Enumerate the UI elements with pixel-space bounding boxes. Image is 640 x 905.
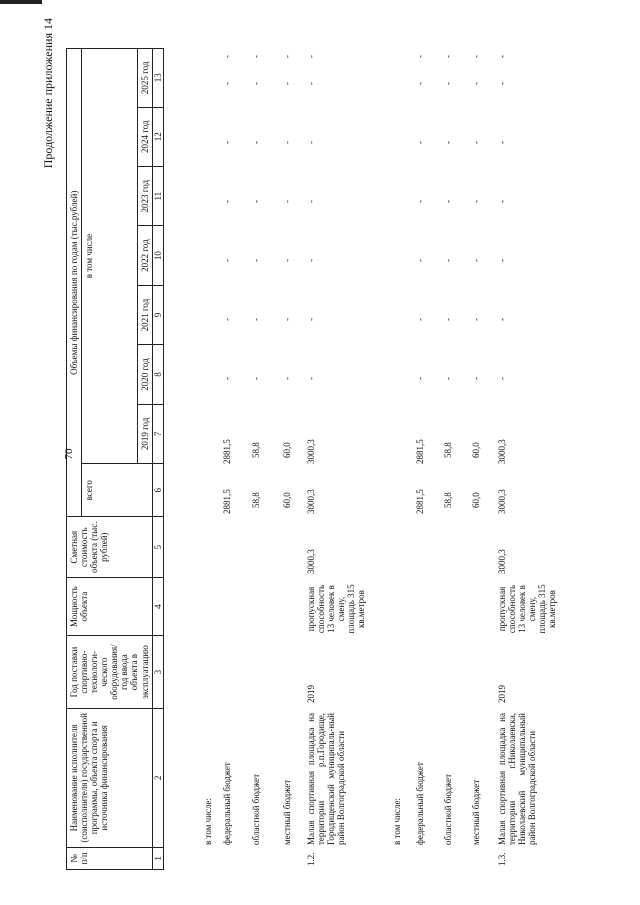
- page-number: 70: [63, 448, 75, 460]
- dash-cell: -: [443, 318, 453, 321]
- item-year: 2019: [306, 685, 316, 703]
- row-label: местный бюджет: [282, 779, 292, 845]
- col-index: 8: [152, 345, 163, 404]
- dash-cell: -: [306, 200, 316, 203]
- cell-total: 58,8: [251, 492, 261, 508]
- col-index: 3: [152, 636, 163, 709]
- dash-cell: -: [282, 259, 292, 262]
- dash-cell: -: [282, 55, 292, 58]
- cell-total: 58,8: [443, 492, 453, 508]
- item-capacity: пропускная способность 13 человек в смену, площадь 315 кв.метров: [497, 584, 558, 634]
- col-total-header: всего: [82, 464, 153, 517]
- dash-cell: -: [222, 200, 232, 203]
- dash-cell: -: [415, 82, 425, 85]
- including-label: в том числе:: [392, 798, 402, 845]
- cell-2019: 58,8: [443, 442, 453, 458]
- including-label: в том числе:: [203, 798, 213, 845]
- cell-2019: 60,0: [282, 442, 292, 458]
- col-number-header: № п/п: [67, 847, 153, 869]
- item-cost: 3000,3: [306, 549, 316, 574]
- dash-cell: -: [251, 259, 261, 262]
- col-capacity-header: Мощность объекта: [67, 577, 153, 635]
- dash-cell: -: [497, 82, 507, 85]
- cell-2019: 58,8: [251, 442, 261, 458]
- col-index: 11: [152, 166, 163, 225]
- col-2024-header: 2024 год: [137, 107, 152, 166]
- row-label: областной бюджет: [443, 773, 453, 845]
- col-index: 13: [152, 49, 163, 108]
- dash-cell: -: [415, 200, 425, 203]
- col-index: 12: [152, 107, 163, 166]
- col-year-header: Год поставки спортивно-технологи-ческого оборудования/ год ввода объекта в эксплуатацию: [67, 636, 153, 709]
- col-index: 4: [152, 577, 163, 635]
- dash-cell: -: [222, 82, 232, 85]
- dash-cell: -: [443, 141, 453, 144]
- dash-cell: -: [251, 377, 261, 380]
- dash-cell: -: [471, 82, 481, 85]
- dash-cell: -: [222, 55, 232, 58]
- col-index: 10: [152, 226, 163, 285]
- dash-cell: -: [282, 82, 292, 85]
- col-2019-header: 2019 год: [137, 404, 152, 463]
- dash-cell: -: [443, 377, 453, 380]
- cell-total: 60,0: [282, 492, 292, 508]
- dash-cell: -: [222, 141, 232, 144]
- dash-cell: -: [306, 82, 316, 85]
- dash-cell: -: [497, 200, 507, 203]
- dash-cell: -: [282, 377, 292, 380]
- cell-total: 60,0: [471, 492, 481, 508]
- dash-cell: -: [306, 259, 316, 262]
- col-cost-header: Сметная стоимость объекта (тыс. рублей): [67, 517, 153, 577]
- col-2022-header: 2022 год: [137, 226, 152, 285]
- col-index: 1: [152, 847, 163, 869]
- item-number: 1.2.: [306, 852, 316, 866]
- item-year: 2019: [497, 685, 507, 703]
- dash-cell: -: [497, 141, 507, 144]
- cell-2019: 3000,3: [306, 439, 316, 464]
- dash-cell: -: [415, 55, 425, 58]
- row-label: федеральный бюджет: [415, 762, 425, 845]
- dash-cell: -: [443, 259, 453, 262]
- dash-cell: -: [471, 377, 481, 380]
- dash-cell: -: [306, 55, 316, 58]
- dash-cell: -: [251, 82, 261, 85]
- dash-cell: -: [306, 141, 316, 144]
- cell-total: 3000,3: [497, 489, 507, 514]
- dash-cell: -: [282, 200, 292, 203]
- dash-cell: -: [443, 82, 453, 85]
- scan-edge-mark: [0, 0, 42, 4]
- col-2020-header: 2020 год: [137, 345, 152, 404]
- cell-2019: 3000,3: [497, 439, 507, 464]
- rotated-sheet: [42, 10, 602, 870]
- dash-cell: -: [471, 55, 481, 58]
- dash-cell: -: [497, 259, 507, 262]
- funding-group-header: Объемы финансирования по годам (тыс.рублей): [67, 49, 82, 517]
- col-2025-header: 2025 год: [137, 49, 152, 108]
- item-capacity: пропускная способность 13 человек в смену, площадь 315 кв.метров: [306, 584, 367, 634]
- dash-cell: -: [251, 318, 261, 321]
- cell-2019: 60,0: [471, 442, 481, 458]
- dash-cell: -: [306, 377, 316, 380]
- row-label: областной бюджет: [251, 773, 261, 845]
- col-index: 5: [152, 517, 163, 577]
- dash-cell: -: [282, 318, 292, 321]
- dash-cell: -: [471, 141, 481, 144]
- dash-cell: -: [415, 318, 425, 321]
- col-name-header: Наименование исполнителя (соисполнителя) государственной программы, объекта спорта и источника финансирования: [67, 708, 153, 847]
- dash-cell: -: [306, 318, 316, 321]
- cell-total: 2881,5: [222, 489, 232, 514]
- col-2023-header: 2023 год: [137, 166, 152, 225]
- row-label: федеральный бюджет: [222, 762, 232, 845]
- dash-cell: -: [222, 318, 232, 321]
- dash-cell: -: [415, 377, 425, 380]
- cell-2019: 2881,5: [415, 439, 425, 464]
- cell-total: 3000,3: [306, 489, 316, 514]
- dash-cell: -: [251, 200, 261, 203]
- dash-cell: -: [415, 259, 425, 262]
- col-index: 2: [152, 708, 163, 847]
- item-number: 1.3.: [497, 852, 507, 866]
- col-2021-header: 2021 год: [137, 285, 152, 344]
- continuation-label: Продолжение приложения 14: [41, 18, 55, 169]
- col-index: 9: [152, 285, 163, 344]
- item-cost: 3000,3: [497, 549, 507, 574]
- dash-cell: -: [415, 141, 425, 144]
- dash-cell: -: [471, 259, 481, 262]
- dash-cell: -: [497, 377, 507, 380]
- including-header: в том числе: [82, 49, 137, 464]
- row-label: местный бюджет: [471, 779, 481, 845]
- dash-cell: -: [443, 200, 453, 203]
- col-index: 6: [152, 464, 163, 517]
- dash-cell: -: [471, 318, 481, 321]
- finance-table-header: [66, 48, 164, 870]
- dash-cell: -: [251, 141, 261, 144]
- col-index: 7: [152, 404, 163, 463]
- dash-cell: -: [497, 55, 507, 58]
- dash-cell: -: [222, 377, 232, 380]
- cell-total: 2881,5: [415, 489, 425, 514]
- cell-2019: 2881,5: [222, 439, 232, 464]
- item-name: Малая спортивная площадка на территории р.п.Городище, Городищенский муниципаль-ный район Волгоградской области: [306, 713, 347, 845]
- dash-cell: -: [471, 200, 481, 203]
- item-name: Малая спортивная площадка на территории г.Николаевска, Николаевский муниципальный район Волгоградской области: [497, 713, 538, 845]
- dash-cell: -: [497, 318, 507, 321]
- dash-cell: -: [443, 55, 453, 58]
- dash-cell: -: [282, 141, 292, 144]
- dash-cell: -: [251, 55, 261, 58]
- dash-cell: -: [222, 259, 232, 262]
- table-body: [199, 48, 594, 870]
